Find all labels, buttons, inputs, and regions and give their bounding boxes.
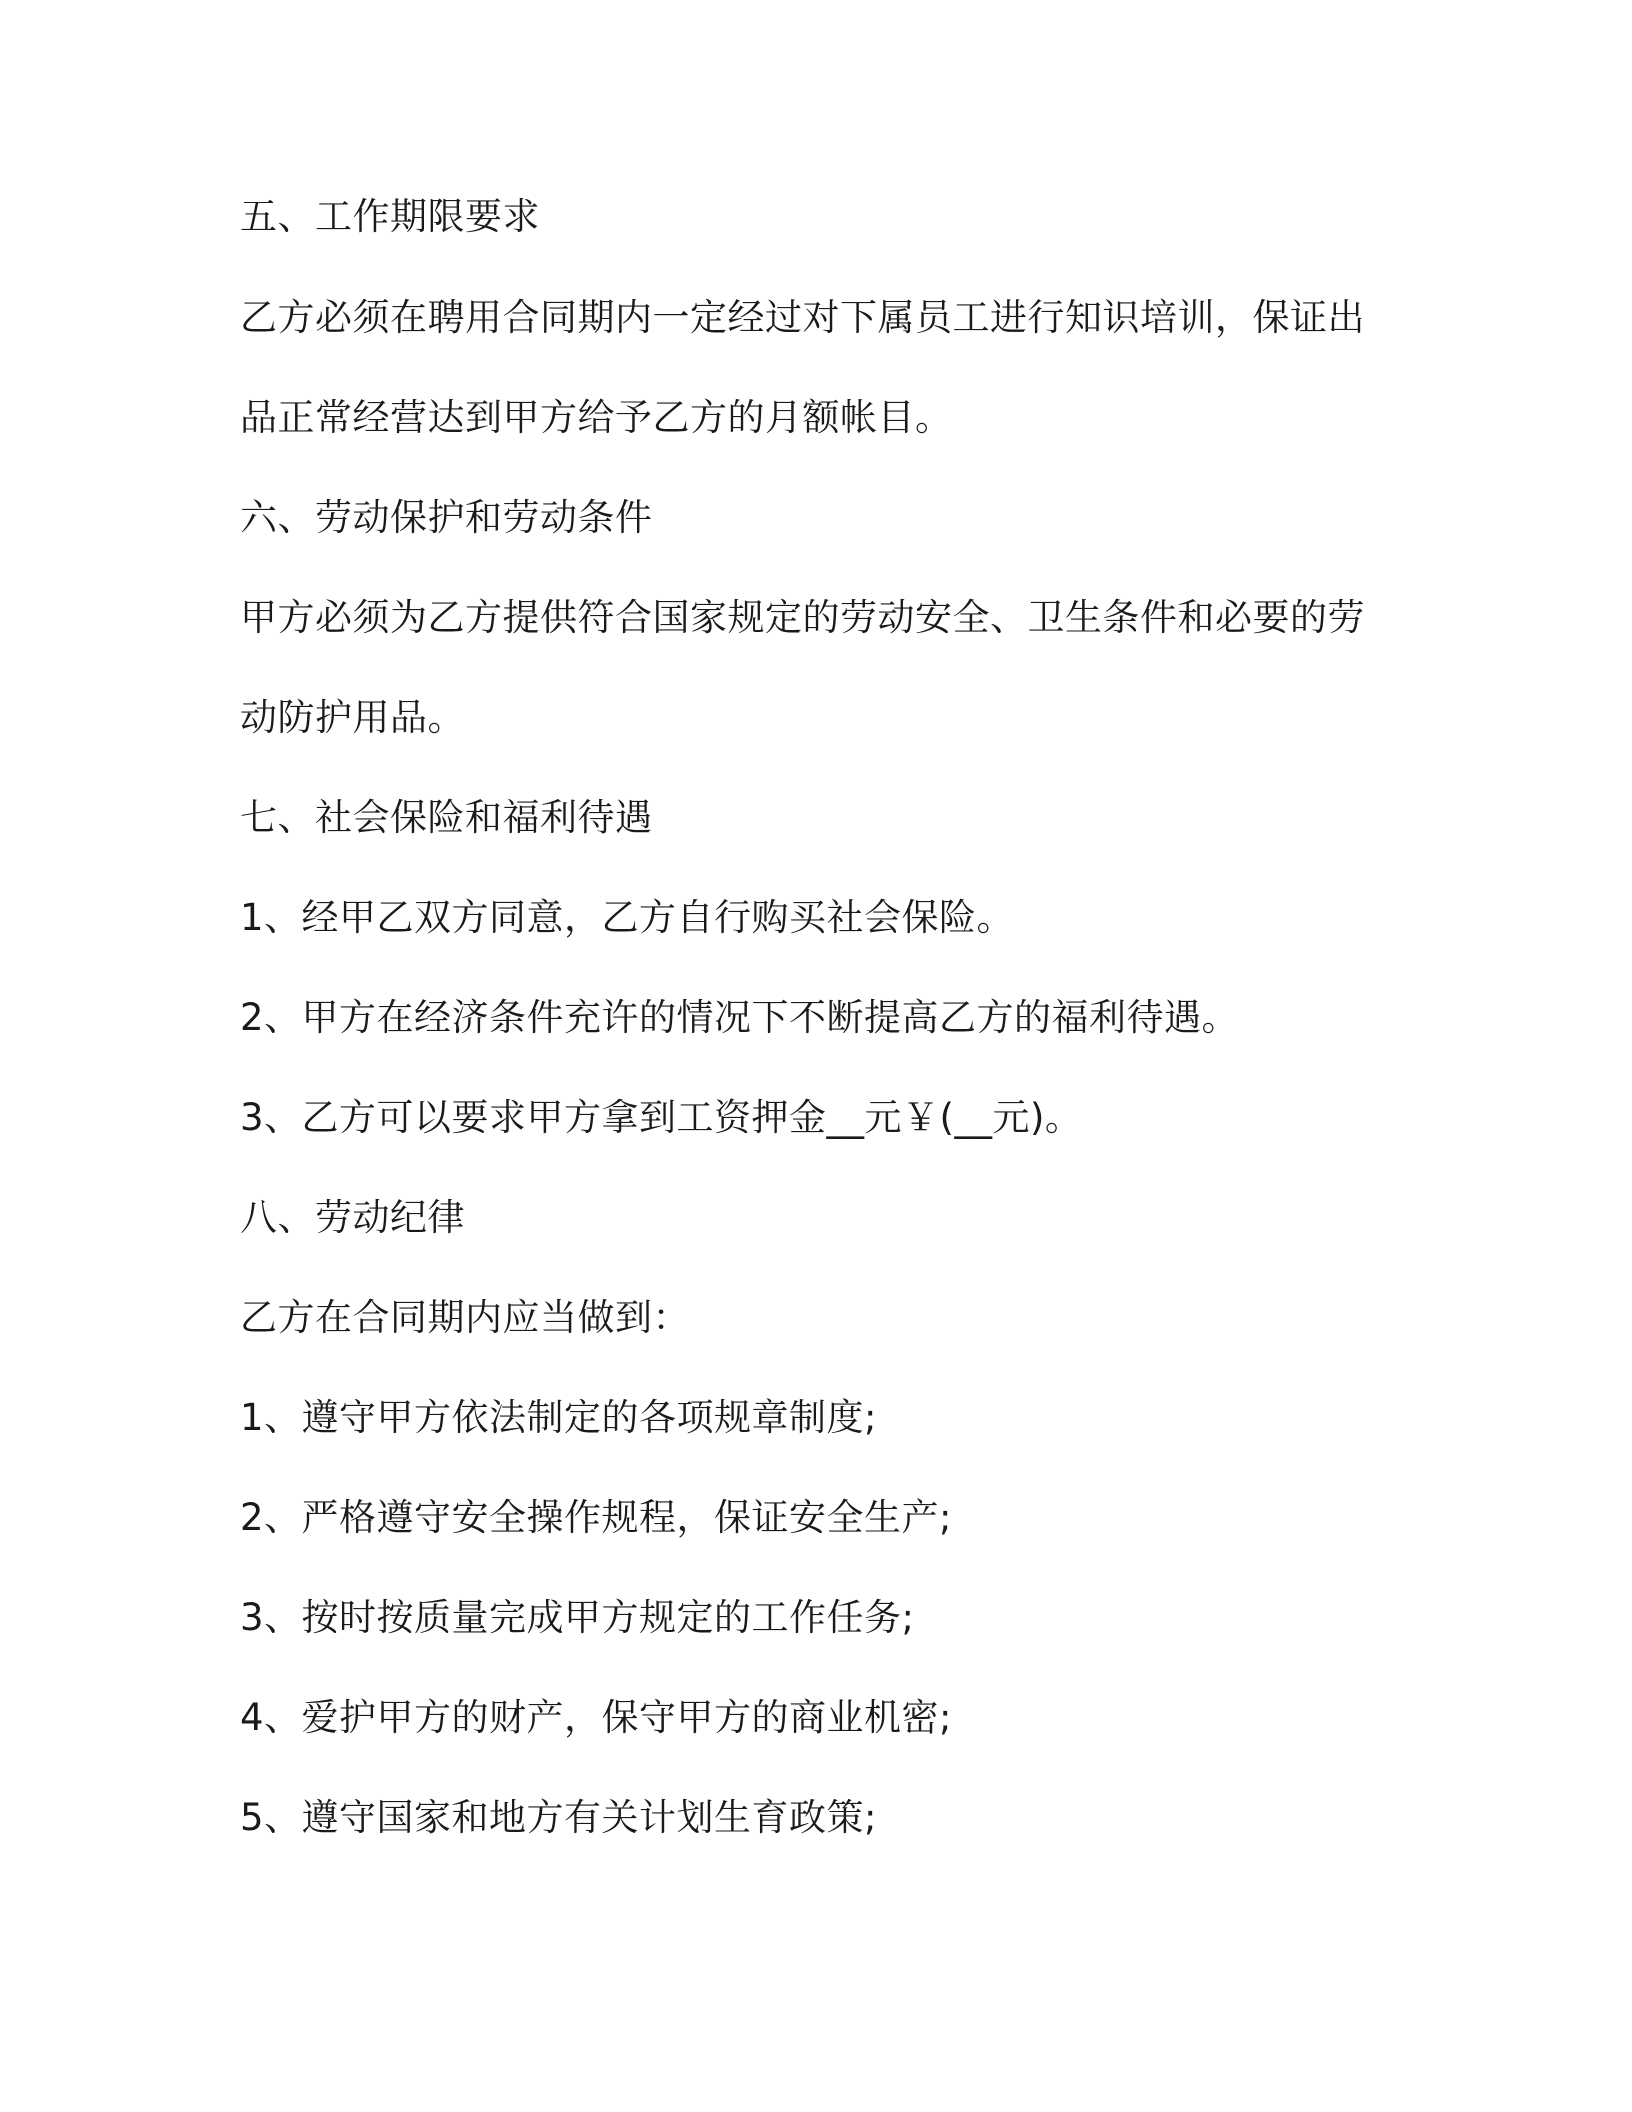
- list-item: 3、按时按质量完成甲方规定的工作任务;: [240, 1596, 915, 1639]
- list-item: 2、甲方在经济条件充许的情况下不断提高乙方的福利待遇。: [240, 996, 1240, 1039]
- list-item: 2、严格遵守安全操作规程，保证安全生产;: [240, 1496, 953, 1539]
- paragraph-line: 品正常经营达到甲方给予乙方的月额帐目。: [240, 396, 953, 439]
- list-item: 4、爱护甲方的财产，保守甲方的商业机密;: [240, 1696, 953, 1739]
- paragraph-line: 乙方在合同期内应当做到：: [240, 1296, 690, 1339]
- paragraph-line: 动防护用品。: [240, 696, 465, 739]
- section-heading-6: 六、劳动保护和劳动条件: [240, 496, 653, 539]
- section-heading-5: 五、工作期限要求: [240, 195, 540, 238]
- paragraph-line: 甲方必须为乙方提供符合国家规定的劳动安全、卫生条件和必要的劳: [240, 596, 1365, 639]
- section-heading-8: 八、劳动纪律: [240, 1196, 465, 1239]
- list-item: 5、遵守国家和地方有关计划生育政策;: [240, 1796, 878, 1839]
- section-heading-7: 七、社会保险和福利待遇: [240, 796, 653, 839]
- paragraph-line: 乙方必须在聘用合同期内一定经过对下属员工进行知识培训，保证出: [240, 296, 1365, 339]
- list-item: 1、经甲乙双方同意，乙方自行购买社会保险。: [240, 896, 1015, 939]
- list-item: 1、遵守甲方依法制定的各项规章制度;: [240, 1396, 878, 1439]
- list-item: 3、乙方可以要求甲方拿到工资押金__元￥(__元)。: [240, 1096, 1083, 1139]
